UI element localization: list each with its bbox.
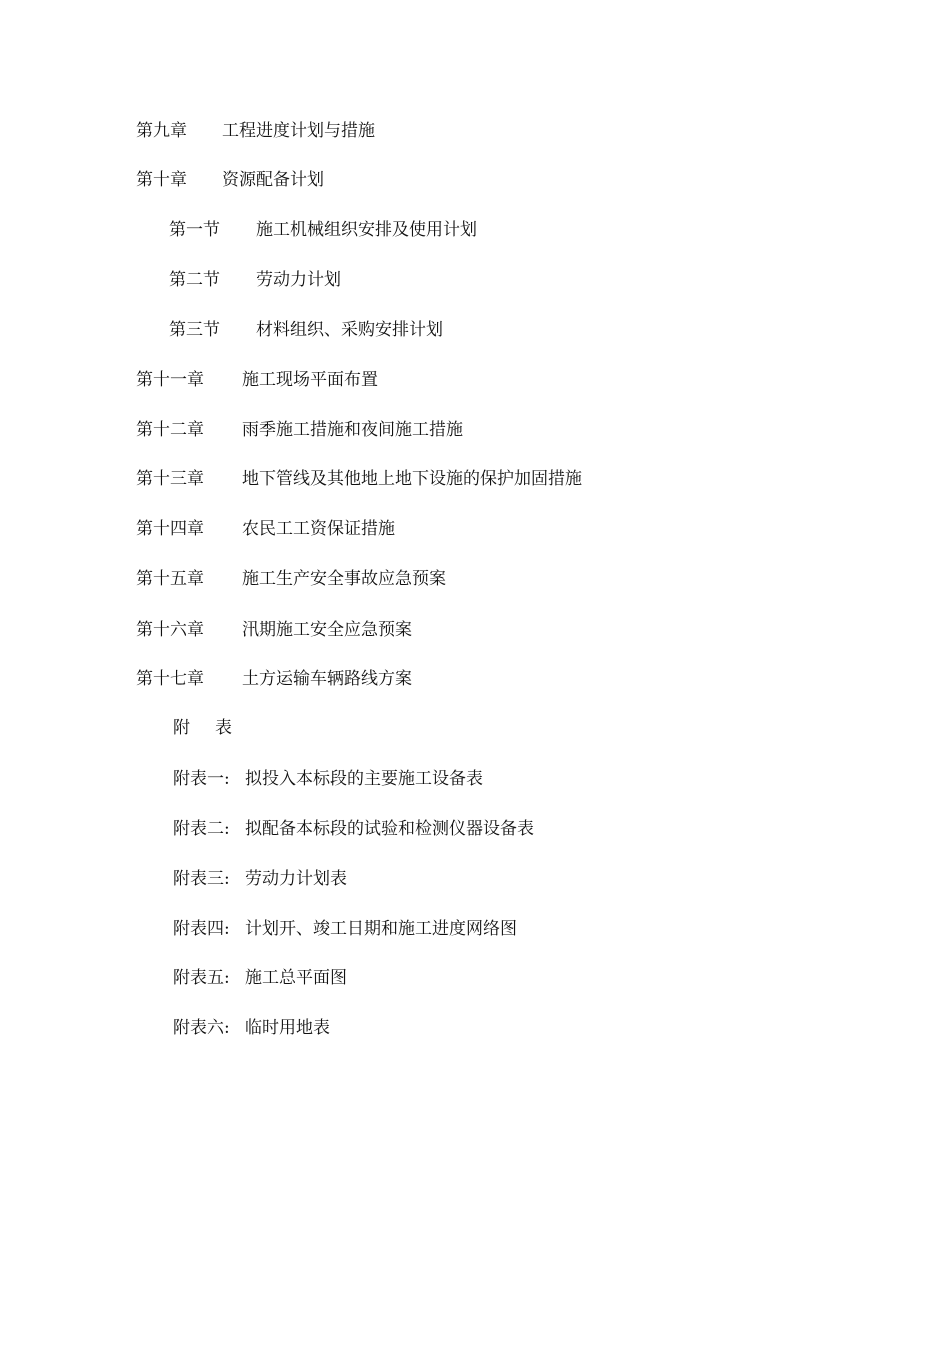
toc-entry-chapter-12 [136, 419, 463, 441]
toc-title: 表 [215, 718, 232, 738]
toc-number: 第三节 [169, 320, 220, 340]
toc-title: 土方运输车辆路线方案 [242, 669, 412, 689]
toc-title: 农民工工资保证措施 [242, 519, 395, 539]
toc-title: 劳动力计划表 [245, 869, 347, 889]
toc-title: 临时用地表 [245, 1018, 330, 1038]
toc-appendix-item-4 [173, 918, 517, 940]
toc-appendix-item-6 [173, 1017, 330, 1039]
toc-entry-chapter-10 [136, 169, 324, 191]
toc-number: 第十四章 [136, 519, 204, 539]
toc-appendix-item-2 [173, 818, 534, 840]
toc-appendix-item-5 [173, 967, 347, 989]
toc-appendix-heading [173, 717, 232, 739]
toc-appendix-item-1 [173, 768, 483, 790]
toc-number: 第十五章 [136, 569, 204, 589]
toc-number: 附表五: [173, 968, 230, 988]
toc-number: 第十一章 [136, 370, 204, 390]
toc-entry-chapter-15 [136, 568, 446, 590]
toc-title: 施工生产安全事故应急预案 [242, 569, 446, 589]
toc-appendix-item-3 [173, 868, 347, 890]
toc-number: 附表六: [173, 1018, 230, 1038]
toc-number: 附表一: [173, 769, 230, 789]
toc-title: 计划开、竣工日期和施工进度网络图 [245, 919, 517, 939]
toc-entry-section-3 [169, 319, 443, 341]
toc-number: 第二节 [169, 270, 220, 290]
toc-title: 地下管线及其他地上地下设施的保护加固措施 [242, 469, 582, 489]
toc-number: 第十六章 [136, 620, 204, 640]
toc-entry-chapter-13 [136, 468, 582, 490]
toc-entry-chapter-17 [136, 668, 412, 690]
toc-title: 材料组织、采购安排计划 [256, 320, 443, 340]
toc-number: 附 [173, 718, 190, 738]
toc-title: 施工机械组织安排及使用计划 [256, 220, 477, 240]
toc-number: 第十二章 [136, 420, 204, 440]
toc-number: 第九章 [136, 121, 187, 141]
toc-title: 劳动力计划 [256, 270, 341, 290]
toc-entry-section-1 [169, 219, 477, 241]
toc-number: 附表四: [173, 919, 230, 939]
toc-title: 拟投入本标段的主要施工设备表 [245, 769, 483, 789]
toc-entry-chapter-9 [136, 120, 375, 142]
toc-title: 雨季施工措施和夜间施工措施 [242, 420, 463, 440]
toc-number: 附表三: [173, 869, 230, 889]
toc-entry-chapter-16 [136, 619, 412, 641]
toc-title: 拟配备本标段的试验和检测仪器设备表 [245, 819, 534, 839]
toc-entry-chapter-14 [136, 518, 395, 540]
toc-title: 施工现场平面布置 [242, 370, 378, 390]
toc-title: 工程进度计划与措施 [222, 121, 375, 141]
toc-number: 第十三章 [136, 469, 204, 489]
toc-title: 资源配备计划 [222, 170, 324, 190]
toc-number: 第十章 [136, 170, 187, 190]
toc-title: 施工总平面图 [245, 968, 347, 988]
toc-number: 第一节 [169, 220, 220, 240]
toc-number: 附表二: [173, 819, 230, 839]
toc-entry-section-2 [169, 269, 341, 291]
toc-entry-chapter-11 [136, 369, 378, 391]
toc-number: 第十七章 [136, 669, 204, 689]
toc-title: 汛期施工安全应急预案 [242, 620, 412, 640]
